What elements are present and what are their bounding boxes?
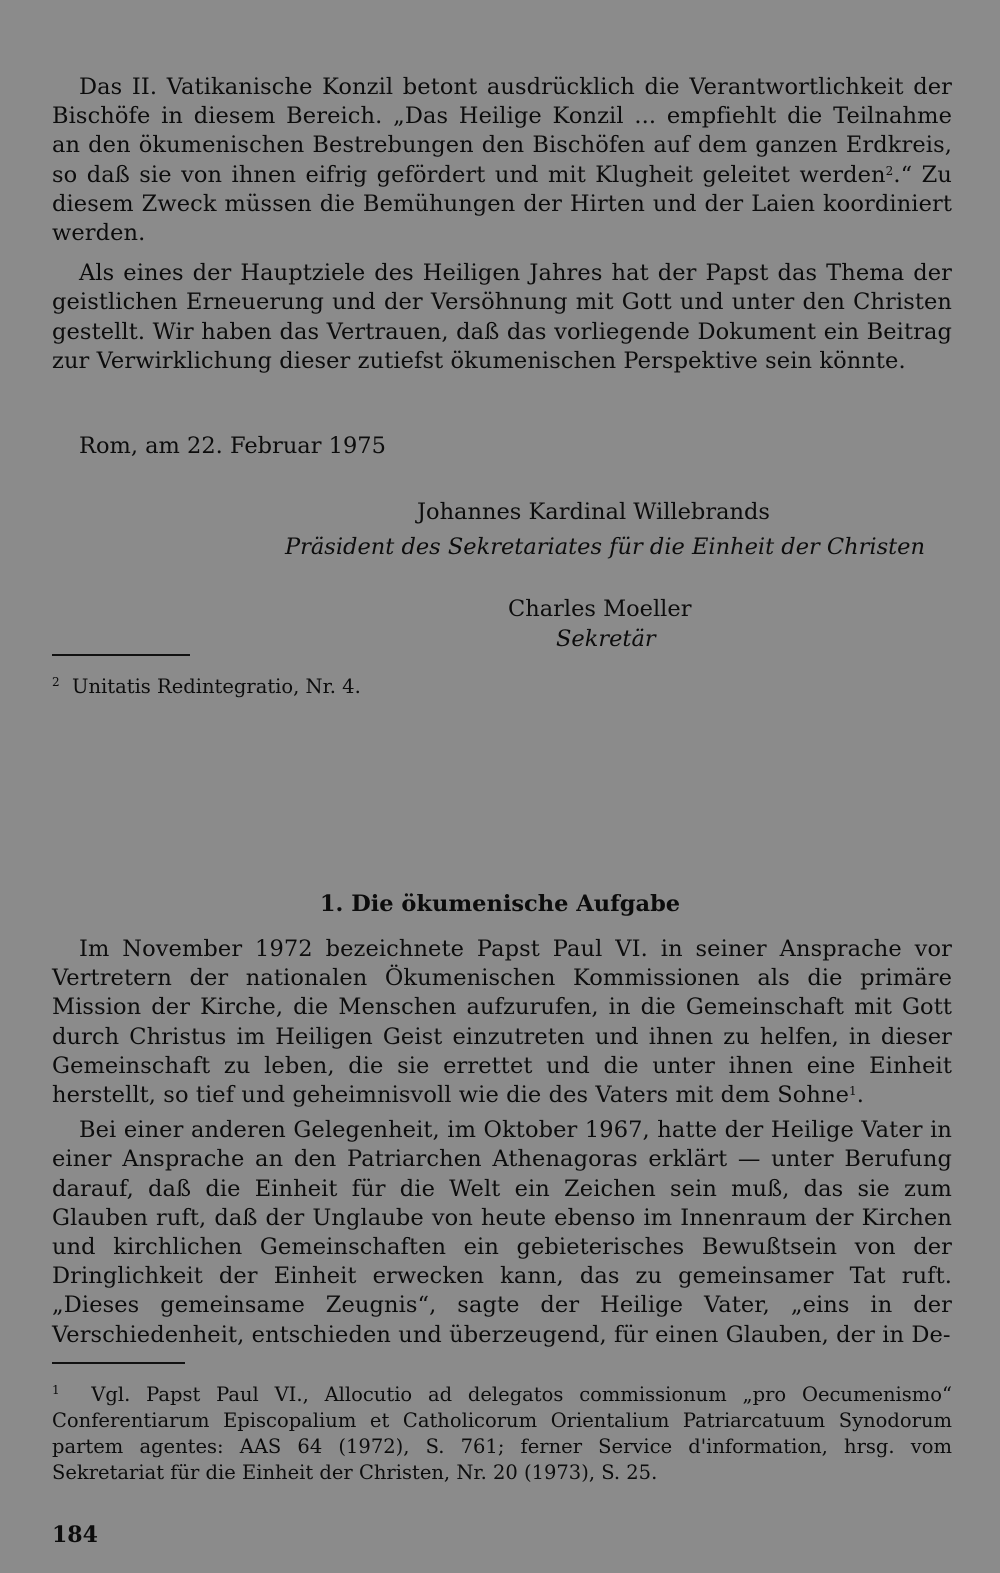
page-number: 184 [52,1522,98,1548]
signature-title-secretary: Sekretär [556,626,656,652]
section-paragraphs [52,935,952,1350]
paragraph-athenagoras: Bei einer anderen Gelegenheit, im Oktober 1967, hatte der Heilige Vater in einer Ansprache an den Patriarchen Athenagoras erklärt — unter Berufung darauf, daß die Einheit für die Welt ein Zeichen sein muß, das sie zum Glauben ruft, daß der Unglaube von heute ebenso im Innenraum der Kirchen und kirchlichen Gemeinschaften ein gebieterisches Bewußtsein von der Dringlichkeit der Einheit erwecken kann, das zu gemeinsamer Tat ruft. „Dieses gemeinsame Zeugnis“, sagte der Heilige Vater, „eins in der Verschiedenheit, entschieden und überzeugend, für einen Glauben, der in De- [52,1117,952,1348]
footnote-rule-bottom [52,1362,185,1364]
paragraph-bishops: Das II. Vatikanische Konzil betont ausdrücklich die Verantwortlichkeit der Bischöfe in diesem Bereich. „Das Heilige Konzil ... empfiehlt die Teilnahme an den ökumenischen Bestrebungen den Bischöfen auf dem ganzen Erdkreis, so daß sie von ihnen eifrig gefördert und mit Klugheit geleitet werden$^2$.“ Zu diesem Zweck müssen die Bemühungen der Hirten und der Laien koordiniert werden. [52,74,952,247]
footnote-marker-2: 2 [52,675,60,689]
top-paragraphs [52,73,952,376]
signature-title-president: Präsident des Sekretariates für die Einheit der Christen [285,534,925,560]
footnote-rule-top [52,654,190,656]
footnote-1: $^1$ Vgl. Papst Paul VI., Allocutio ad delegatos commissionum „pro Oecumenismo“ Conferentiarum Episcopalium et Catholicorum Orientalium Patriarcatuum Synodorum partem agentes: AAS 64 (1972), S. 761; ferner Service d'information, hrsg. vom Sekretariat für die Einheit der Christen, Nr. 20 (1973), S. 25. [52,1383,952,1484]
section-heading: 1. Die ökumenische Aufgabe [319,891,681,917]
footnote-2: $^2$ Unitatis Redintegratio, Nr. 4. [52,675,361,698]
footnote-ref-2: 2 [885,163,894,178]
footnote-marker-1: 1 [52,1383,60,1397]
signature-name-willebrands: Johannes Kardinal Willebrands [417,499,770,525]
footnote-ref-1: 1 [849,1084,857,1099]
signature-name-moeller: Charles Moeller [508,596,692,622]
paragraph-holy-year: Als eines der Hauptziele des Heiligen Jahres hat der Papst das Thema der geistlichen Erneuerung und der Versöhnung mit Gott und unter den Christen gestellt. Wir haben das Vertrauen, daß das vorliegende Dokument ein Beitrag zur Verwirklichung dieser zutiefst ökumenischen Perspektive sein könnte. [52,260,952,374]
date-line: Rom, am 22. Februar 1975 [79,433,386,459]
paragraph-paul-vi: Im November 1972 bezeichnete Papst Paul VI. in seiner Ansprache vor Vertretern der nationalen Ökumenischen Kommissionen als die primäre Mission der Kirche, die Menschen aufzurufen, in die Gemeinschaft mit Gott durch Christus im Heiligen Geist einzutreten und ihnen zu helfen, in dieser Gemeinschaft zu leben, die sie errettet und die unter ihnen eine Einheit herstellt, so tief und geheimnisvoll wie die des Vaters mit dem Sohne$^1$. [52,936,952,1109]
